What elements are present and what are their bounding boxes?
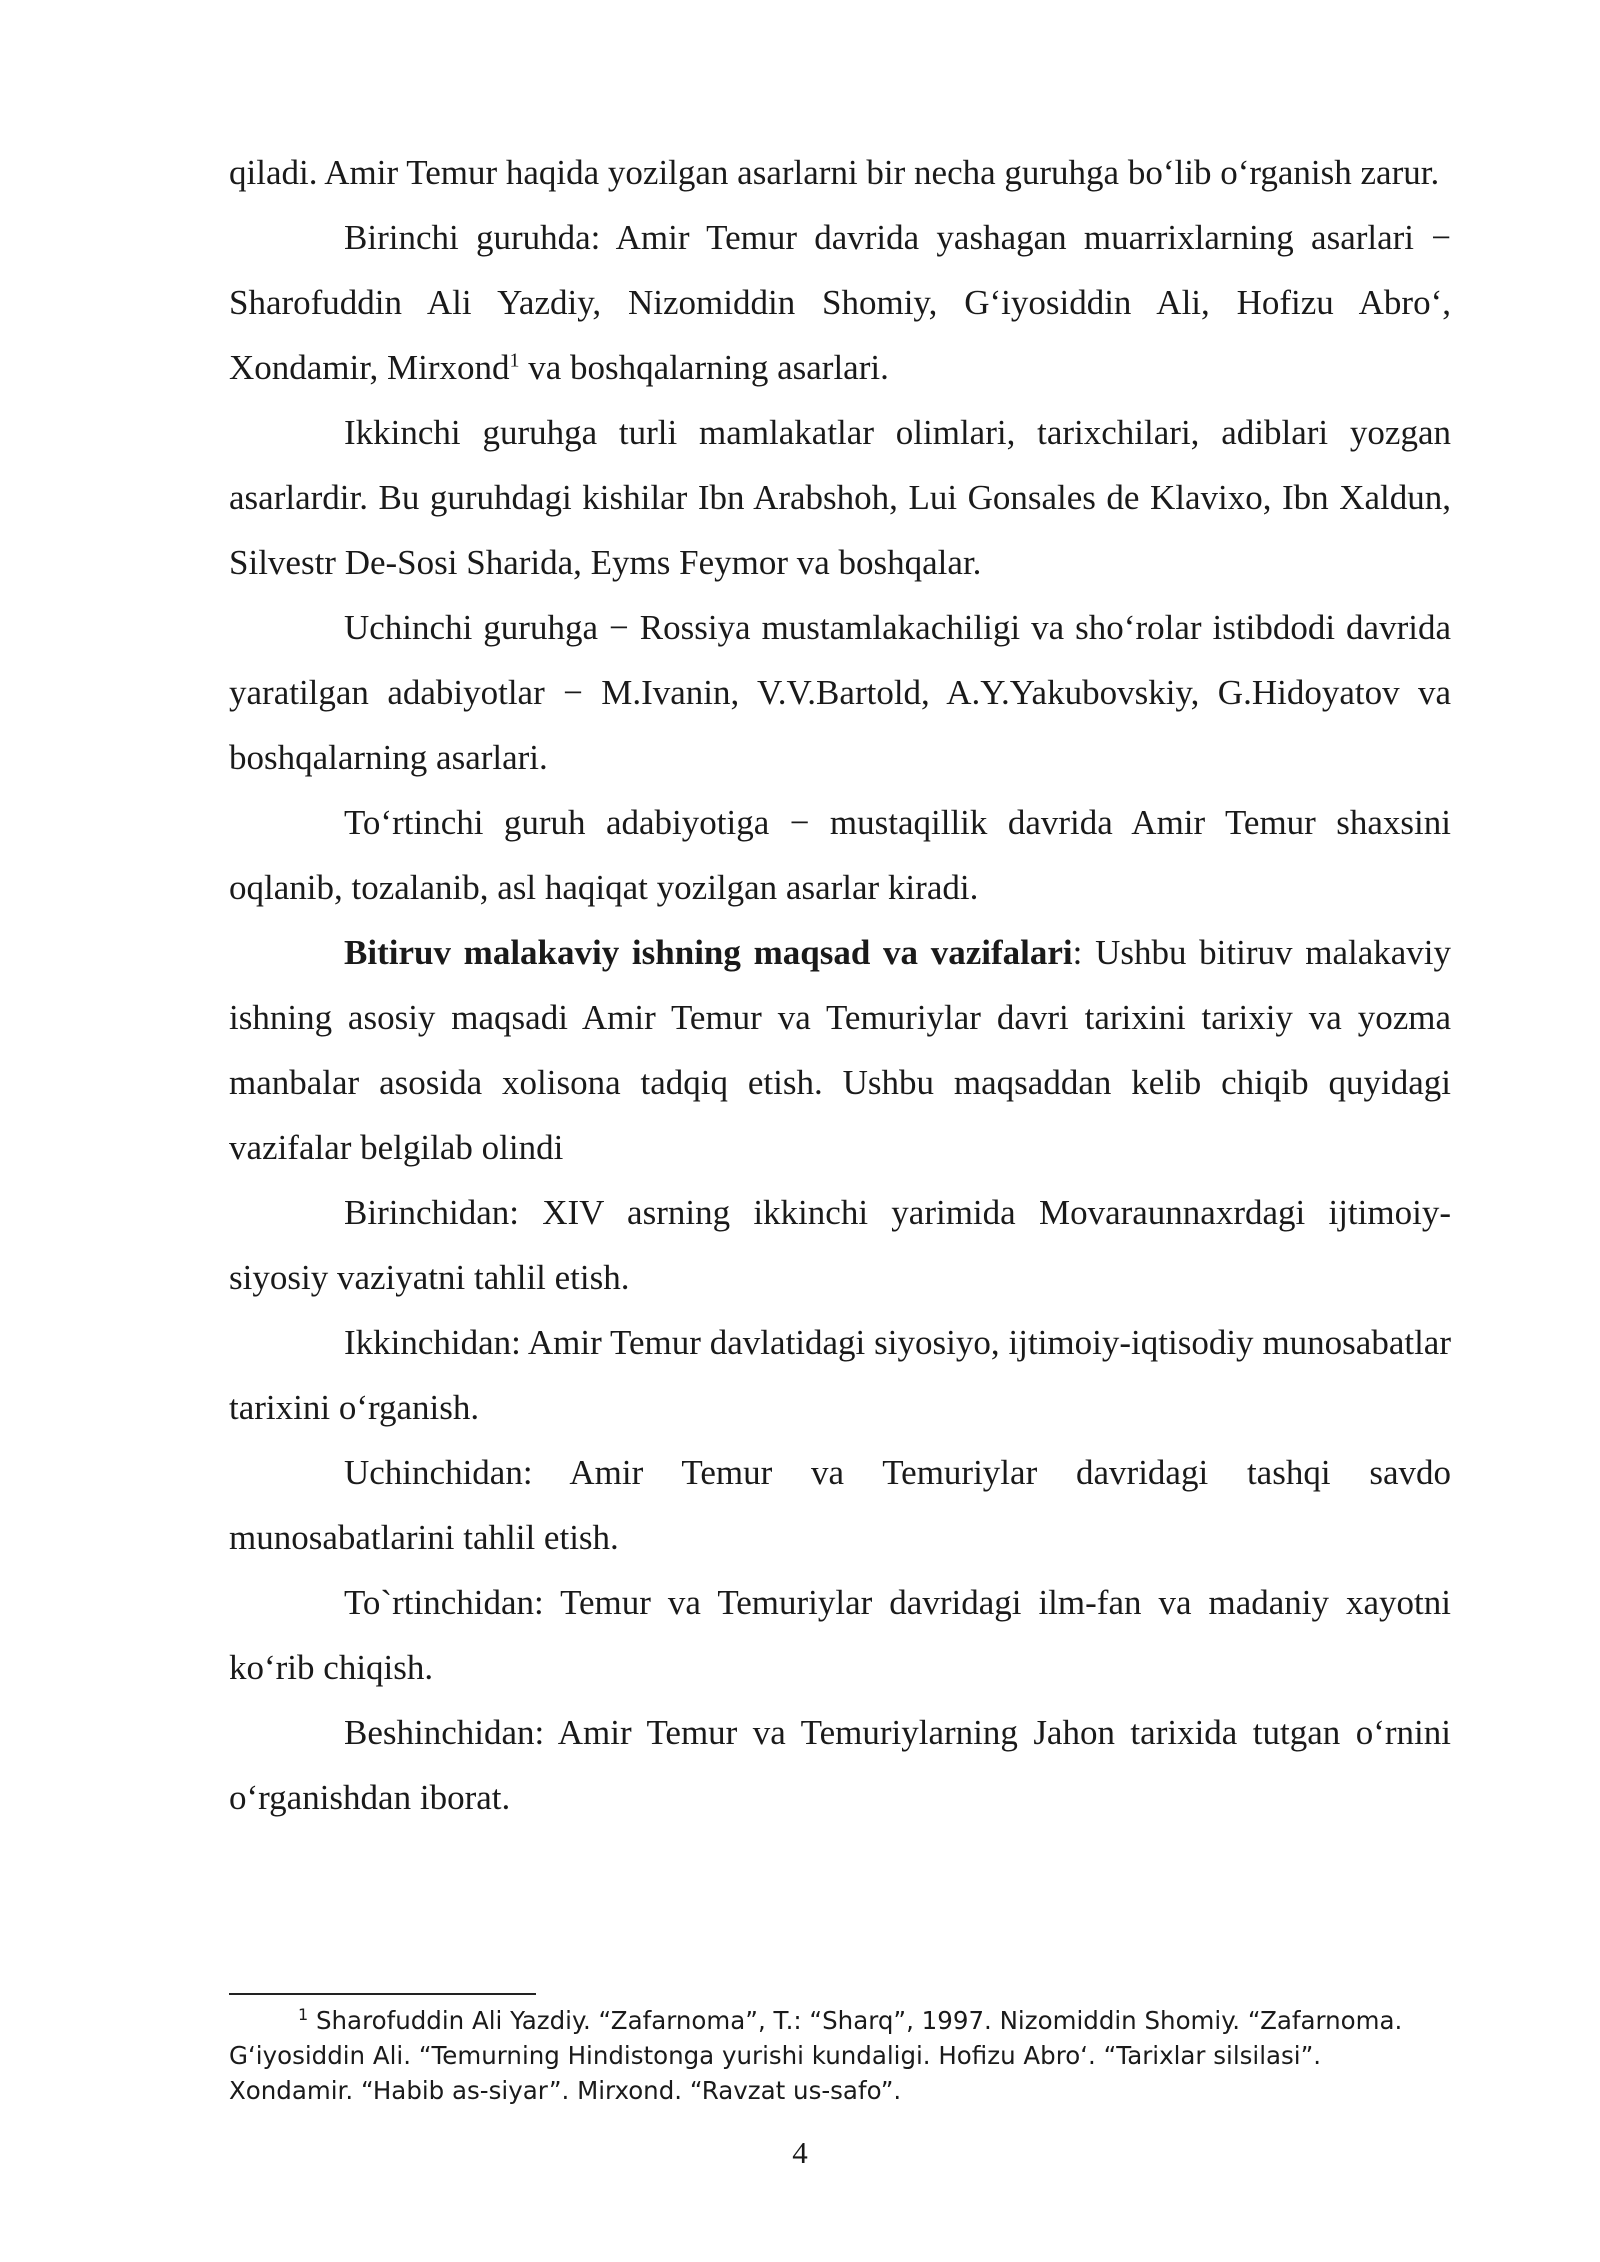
paragraph-fourth-group: To‘rtinchi guruh adabiyotiga − mustaqillik davrida Amir Temur shaxsini oqlanib, tozalanib, asl haqiqat yozilgan asarlar kiradi.	[229, 803, 1451, 907]
footnote	[229, 2003, 1451, 2108]
footnote-number: 1	[298, 2004, 309, 2024]
footnote-separator	[229, 1993, 536, 1995]
page-number: 4	[792, 2135, 808, 2170]
paragraph-text-tail: va boshqalarning asarlari.	[519, 348, 889, 387]
goals-text: : Ushbu bitiruv malakaviy ishning asosiy maqsadi Amir Temur va Temuriylar davri tarixini tarixiy va yozma manbalar asosida xolisona tadqiq etish. Ushbu maqsaddan kelib chiqib quyidagi vazifalar belgilab olindi	[229, 933, 1451, 1167]
paragraph-task-1: Birinchidan: XIV asrning ikkinchi yarimida Movaraunnaxrdagi ijtimoiy-siyosiy vaziyatni tahlil etish.	[229, 1193, 1451, 1297]
paragraph-task-5: Beshinchidan: Amir Temur va Temuriylarning Jahon tarixida tutgan o‘rnini o‘rganishdan iborat.	[229, 1713, 1451, 1817]
paragraph-task-4: To`rtinchidan: Temur va Temuriylar davridagi ilm-fan va madaniy xayotni ko‘rib chiqish.	[229, 1583, 1451, 1687]
paragraph-task-2: Ikkinchidan: Amir Temur davlatidagi siyosiyo, ijtimoiy-iqtisodiy munosabatlar tarixini o‘rganish.	[229, 1323, 1451, 1427]
body-text	[229, 140, 1451, 1830]
paragraph-continuation: qiladi. Amir Temur haqida yozilgan asarlarni bir necha guruhga bo‘lib o‘rganish zarur.	[229, 153, 1440, 192]
paragraph-goals	[229, 920, 1451, 1180]
paragraph-first-group	[229, 205, 1451, 400]
paragraph-second-group: Ikkinchi guruhga turli mamlakatlar olimlari, tarixchilari, adiblari yozgan asarlardir. Bu guruhdagi kishilar Ibn Arabshoh, Lui Gonsales de Klavixo, Ibn Xaldun, Silvestr De-Sosi Sharida, Eyms Feymor va boshqalar.	[229, 413, 1451, 582]
goals-heading: Bitiruv malakaviy ishning maqsad va vazifalari	[344, 933, 1073, 972]
footnote-reference[interactable]: 1	[509, 349, 520, 372]
paragraph-task-3: Uchinchidan: Amir Temur va Temuriylar davridagi tashqi savdo munosabatlarini tahlil etish.	[229, 1453, 1451, 1557]
paragraph-text: Birinchi guruhda: Amir Temur davrida yashagan muarrixlarning asarlari − Sharofuddin Ali Yazdiy, Nizomiddin Shomiy, G‘iyosiddin Ali, Hofizu Abro‘, Xondamir, Mirxond	[229, 218, 1451, 387]
footnote-text: Sharofuddin Ali Yazdiy. “Zafarnoma”, T.: “Sharq”, 1997. Nizomiddin Shomiy. “Zafarnoma. G‘iyosiddin Ali. “Temurning Hindistonga yurishi kundaligi. Hofizu Abro‘. “Tarixlar silsilasi”. Xondamir. “Habib as-siyar”. Mirxond. “Ravzat us-safo”.	[229, 2006, 1403, 2105]
paragraph-third-group: Uchinchi guruhga − Rossiya mustamlakachiligi va sho‘rolar istibdodi davrida yaratilgan adabiyotlar − M.Ivanin, V.V.Bartold, A.Y.Yakubovskiy, G.Hidoyatov va boshqalarning asarlari.	[229, 608, 1451, 777]
